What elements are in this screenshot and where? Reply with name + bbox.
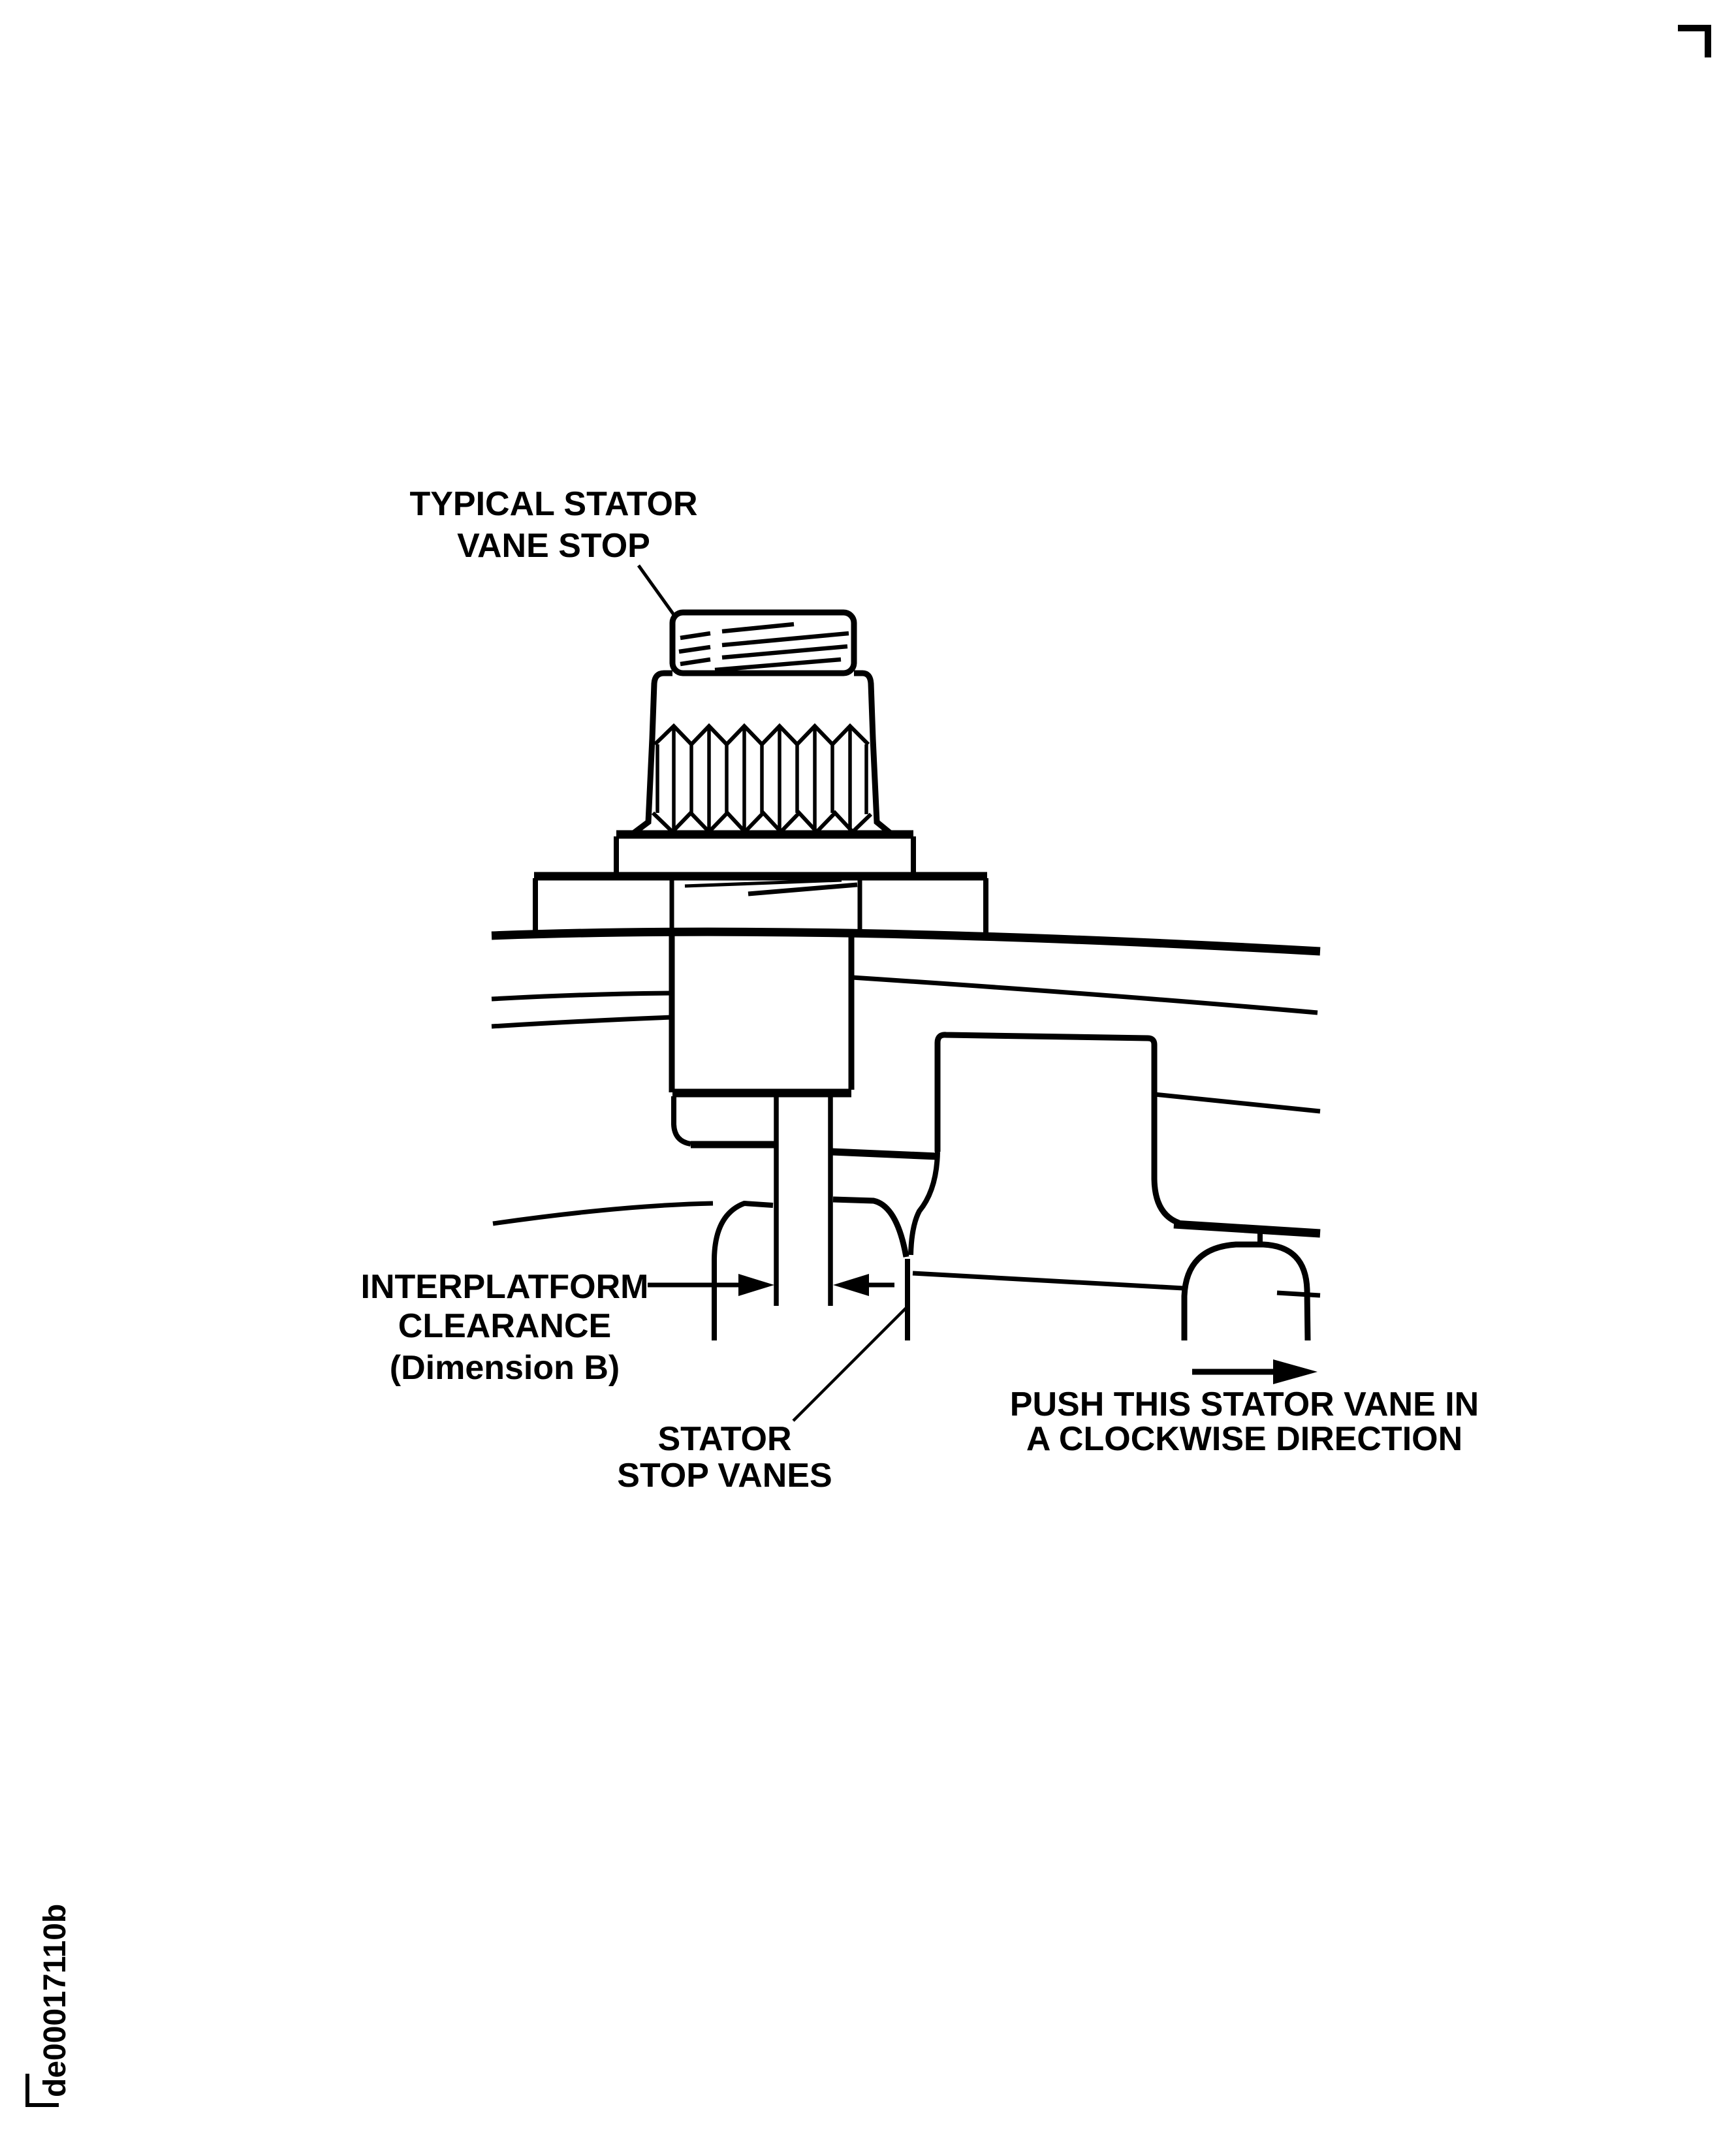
knurl-teeth-bottom-zigzag xyxy=(653,813,871,832)
case-outer-line xyxy=(492,932,1320,951)
thread-lines xyxy=(679,624,849,670)
washer-plate xyxy=(616,834,913,876)
block-sides xyxy=(672,933,851,1092)
stop-vanes-leader-line xyxy=(793,1305,909,1421)
step-block-lower-fillet xyxy=(911,1152,938,1255)
right-stop-vane-platform-top xyxy=(833,1199,906,1257)
knurl-outline-left xyxy=(633,673,672,834)
vane-stop-label-line1: TYPICAL STATOR xyxy=(409,485,698,523)
dimension-arrowhead-left xyxy=(738,1274,774,1296)
clearance-label-line1: INTERPLATFORM xyxy=(360,1268,649,1306)
figure-code: de00017110b xyxy=(38,1903,72,2097)
flange xyxy=(534,876,987,933)
case-lower-line-left xyxy=(492,1017,672,1026)
knurl-teeth-top-zigzag xyxy=(655,726,868,744)
text-labels xyxy=(38,485,1479,2097)
stop-vanes-label-line2: STOP VANES xyxy=(617,1457,832,1495)
recess-ledge-right xyxy=(832,1152,938,1156)
washer-sides xyxy=(616,836,913,876)
corner-marks xyxy=(27,28,1708,2105)
top-right-corner-mark xyxy=(1678,28,1708,57)
vane-stop-leader-line xyxy=(639,565,676,618)
push-direction-arrow xyxy=(1192,1359,1318,1384)
vane-stop-block xyxy=(672,933,851,1093)
case-lower-line-right xyxy=(1154,1094,1320,1111)
vane-platforms xyxy=(714,1199,1308,1340)
clearance-dimension-arrows xyxy=(648,1274,894,1296)
clearance-label-line2: CLEARANCE xyxy=(398,1307,612,1345)
housing-lines xyxy=(492,932,1320,1295)
step-block-outline xyxy=(938,1035,1179,1223)
case-inner-line-left xyxy=(492,993,672,999)
flange-sides xyxy=(535,878,986,933)
flange-slot-line-upper xyxy=(685,880,842,886)
case-inner-line-right xyxy=(852,977,1318,1013)
shroud-line-left xyxy=(493,1203,713,1224)
flange-slot-line-lower xyxy=(748,885,857,894)
dimension-arrowhead-right xyxy=(833,1274,869,1296)
left-stop-vane-platform xyxy=(714,1203,773,1340)
shroud-line-right-stub xyxy=(1277,1293,1320,1295)
stop-vanes-label-line1: STATOR xyxy=(657,1420,792,1458)
push-label-line2: A CLOCKWISE DIRECTION xyxy=(1026,1420,1463,1458)
step-block xyxy=(911,1035,1320,1255)
shroud-line-middle xyxy=(913,1273,1184,1288)
step-block-ledge-line xyxy=(1174,1224,1320,1233)
stator-vane-stop-knob xyxy=(633,612,891,834)
knurl-outline-right xyxy=(854,673,891,834)
recess-left-wall xyxy=(674,1096,691,1144)
push-arrowhead xyxy=(1273,1359,1318,1384)
vane-stop-label-line2: VANE STOP xyxy=(457,527,650,565)
push-label-line1: PUSH THIS STATOR VANE IN xyxy=(1009,1386,1479,1423)
clearance-label-line3: (Dimension B) xyxy=(389,1349,620,1387)
